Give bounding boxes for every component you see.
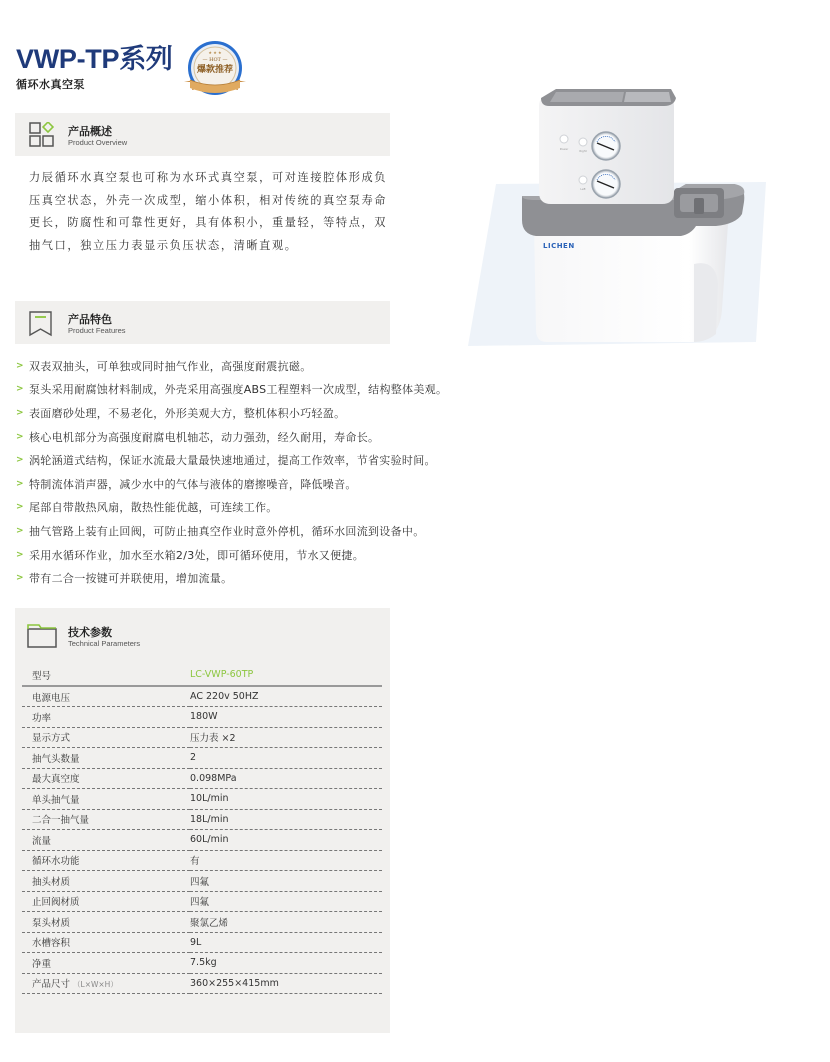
table-row: 泵头材质 聚氯乙烯 — [22, 912, 382, 933]
table-row: 流量 60L/min — [22, 830, 382, 851]
model-value: LC-VWP-60TP — [190, 664, 382, 686]
grid-diamond-icon — [29, 122, 57, 152]
params-title: 技术参数 — [68, 626, 112, 639]
params-table — [22, 664, 382, 994]
table-row: 单头抽气量 10L/min — [22, 789, 382, 810]
features-header — [15, 301, 390, 344]
feature-item: > 抽气管路上装有止回阀，可防止抽真空作业时意外停机，循环水回流到设备中。 — [16, 524, 425, 538]
features-subtitle: Product Features — [68, 326, 126, 335]
chevron-right-icon: > — [16, 478, 24, 489]
feature-item: > 泵头采用耐腐蚀材料制成，外壳采用高强度ABS工程塑料一次成型，结构整体美观。 — [16, 383, 448, 397]
folder-icon — [27, 624, 57, 652]
table-row: 止回阀材质 四氟 — [22, 891, 382, 912]
overview-title: 产品概述 — [68, 125, 112, 138]
table-row: 产品尺寸 （L×W×H） 360×255×415mm — [22, 973, 382, 994]
pressure-gauge-icon — [592, 132, 620, 160]
svg-text:★ ★ ★: ★ ★ ★ — [208, 50, 222, 55]
title-block — [16, 44, 173, 92]
table-row: 水槽容积 9L — [22, 932, 382, 953]
svg-text:Right: Right — [579, 149, 587, 153]
table-row: 二合一抽气量 18L/min — [22, 809, 382, 830]
table-row: 净重 7.5kg — [22, 953, 382, 974]
table-row: 显示方式 压力表 ×2 — [22, 727, 382, 748]
table-row: 电源电压 AC 220v 50HZ — [22, 686, 382, 707]
model-label: 型号 — [22, 664, 190, 686]
table-row: 功率 180W — [22, 707, 382, 728]
table-row: 抽气头数量 2 — [22, 748, 382, 769]
chevron-right-icon: > — [16, 502, 24, 513]
overview-header — [15, 113, 390, 156]
feature-item: > 核心电机部分为高强度耐腐电机轴芯，动力强劲，经久耐用，寿命长。 — [16, 430, 380, 444]
features-list — [16, 354, 486, 590]
chevron-right-icon: > — [16, 384, 24, 395]
params-subtitle: Technical Parameters — [68, 639, 141, 648]
page-title: VWP-TP系列 — [16, 44, 173, 74]
page-subtitle: 循环水真空泵 — [16, 78, 85, 91]
feature-item: > 表面磨砂处理，不易老化，外形美观大方，整机体积小巧轻盈。 — [16, 406, 346, 420]
dimension-unit: （L×W×H） — [73, 980, 118, 990]
svg-text:Power: Power — [559, 147, 569, 151]
overview-text: 力辰循环水真空泵也可称为水环式真空泵，可对连接腔体形成负压真空状态，外壳一次成型，缩小体积，相对传统的真空泵寿命更长，防腐性和可靠性更好，具有体积小，重量轻，等特点，双抽气口，独立压力表显示负压状态，清晰直观。 — [29, 171, 388, 252]
table-row: 最大真空度 0.098MPa — [22, 768, 382, 789]
overview-subtitle: Product Overview — [68, 138, 128, 147]
table-row: 循环水功能 有 — [22, 850, 382, 871]
feature-item: > 双表双抽头，可单独或同时抽气作业，高强度耐震抗磁。 — [16, 359, 312, 373]
table-header-row — [22, 664, 382, 686]
svg-text:Left: Left — [580, 187, 586, 191]
feature-item: > 带有二合一按键可并联使用，增加流量。 — [16, 572, 233, 586]
chevron-right-icon: > — [16, 573, 24, 584]
features-title: 产品特色 — [68, 313, 112, 326]
chevron-right-icon: > — [16, 360, 24, 371]
feature-item: > 涡轮涵道式结构，保证水流最大量最快速地通过，提高工作效率，节省实验时间。 — [16, 454, 436, 468]
product-image — [466, 84, 776, 354]
feature-item: > 采用水循环作业，加水至水箱2/3处，即可循环使用，节水又便捷。 — [16, 548, 365, 562]
params-panel — [15, 608, 390, 1033]
feature-item: > 尾部自带散热风扇，散热性能优越，可连续工作。 — [16, 501, 278, 515]
chevron-right-icon: > — [16, 455, 24, 466]
feature-item: > 特制流体消声器，减少水中的气体与液体的磨擦噪音，降低噪音。 — [16, 477, 357, 491]
chevron-right-icon: > — [16, 431, 24, 442]
pressure-gauge-icon — [592, 170, 620, 198]
bookmark-icon — [29, 311, 53, 341]
hot-badge-icon — [180, 38, 250, 104]
chevron-right-icon: > — [16, 407, 24, 418]
svg-text:爆款推荐: 爆款推荐 — [196, 65, 234, 75]
svg-text:LICHEN: LICHEN — [543, 242, 575, 250]
chevron-right-icon: > — [16, 549, 24, 560]
svg-text:— HOT —: — HOT — — [202, 57, 228, 63]
table-row: 抽头材质 四氟 — [22, 871, 382, 892]
chevron-right-icon: > — [16, 525, 24, 536]
